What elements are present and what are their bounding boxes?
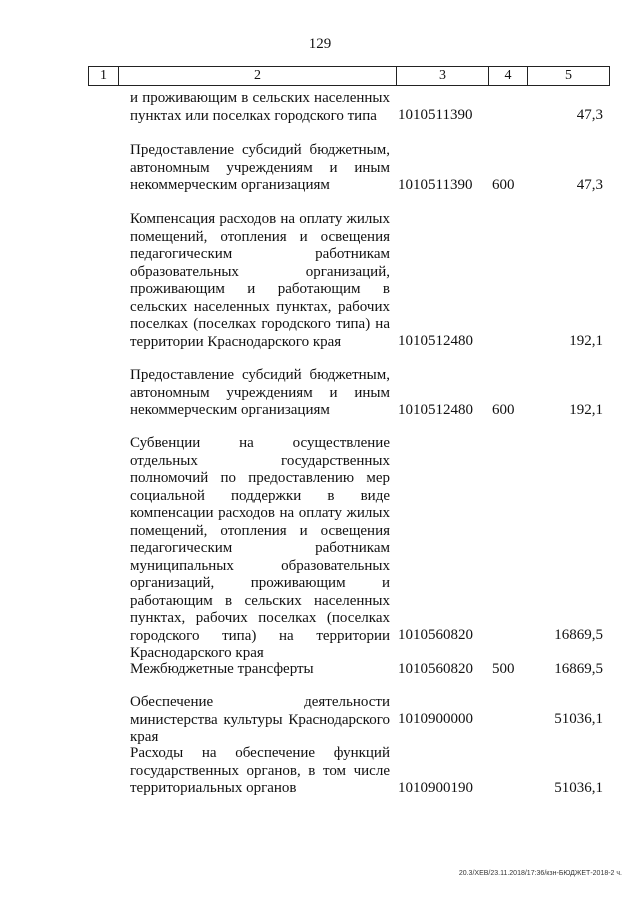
row-code: 1010900190 bbox=[398, 780, 473, 796]
row-name: Компенсация расходов на оплату жилых помещений, отопления и освещения педагогическим работникам образовательных организаций, проживающим и работающим в сельских населенных пунктах, рабочих поселках (поселках городского типа) на территории Краснодарского края bbox=[130, 211, 390, 350]
row-name: Расходы на обеспечение функций государственных органов, в том числе территориальных органов bbox=[130, 745, 390, 796]
row-code: 1010560820 bbox=[398, 661, 473, 677]
row-amount: 16869,5 bbox=[554, 627, 603, 643]
row-type: 600 bbox=[492, 177, 515, 193]
row-name: Субвенции на осуществление отдельных государственных полномочий по предоставлению мер социальной поддержки в виде компенсации расходов на оплату жилых помещений, отопления и освещения педагогическим работникам муниципальных образовательных организаций, проживающим и работающим в сельских населенных пунктах, рабочих поселках (поселках городского типа) на территории Краснодарского края bbox=[130, 435, 390, 661]
row-code: 1010560820 bbox=[398, 627, 473, 643]
footer-stamp: 20.3/XEB/23.11.2018/17:36/кзн-БЮДЖЕТ-2018-2 ч. bbox=[458, 870, 622, 877]
row-code: 1010511390 bbox=[398, 177, 473, 193]
row-type: 600 bbox=[492, 402, 515, 418]
row-name: Предоставление субсидий бюджетным, автономным учреждениям и иным некоммерческим организациям bbox=[130, 367, 390, 418]
row-type: 500 bbox=[492, 661, 515, 677]
header-col-5: 5 bbox=[528, 67, 610, 86]
row-amount: 47,3 bbox=[576, 177, 603, 193]
row-code: 1010512480 bbox=[398, 402, 473, 418]
row-name: и проживающим в сельских населенных пунктах или поселках городского типа bbox=[130, 90, 390, 124]
row-name: Межбюджетные трансферты bbox=[130, 661, 314, 677]
row-amount: 192,1 bbox=[569, 333, 603, 349]
row-code: 1010512480 bbox=[398, 333, 473, 349]
header-col-1: 1 bbox=[89, 67, 119, 86]
header-col-3: 3 bbox=[397, 67, 489, 86]
page-number: 129 bbox=[308, 36, 332, 52]
row-amount: 51036,1 bbox=[554, 780, 603, 796]
row-amount: 192,1 bbox=[569, 402, 603, 418]
row-amount: 16869,5 bbox=[554, 661, 603, 677]
row-name: Обеспечение деятельности министерства культуры Краснодарского края bbox=[130, 694, 390, 745]
header-col-2: 2 bbox=[119, 67, 397, 86]
column-header-table bbox=[88, 66, 610, 86]
row-name: Предоставление субсидий бюджетным, автономным учреждениям и иным некоммерческим организациям bbox=[130, 142, 390, 193]
header-col-4: 4 bbox=[489, 67, 528, 86]
row-code: 1010511390 bbox=[398, 107, 473, 123]
row-amount: 51036,1 bbox=[554, 711, 603, 727]
row-amount: 47,3 bbox=[576, 107, 603, 123]
row-code: 1010900000 bbox=[398, 711, 473, 727]
